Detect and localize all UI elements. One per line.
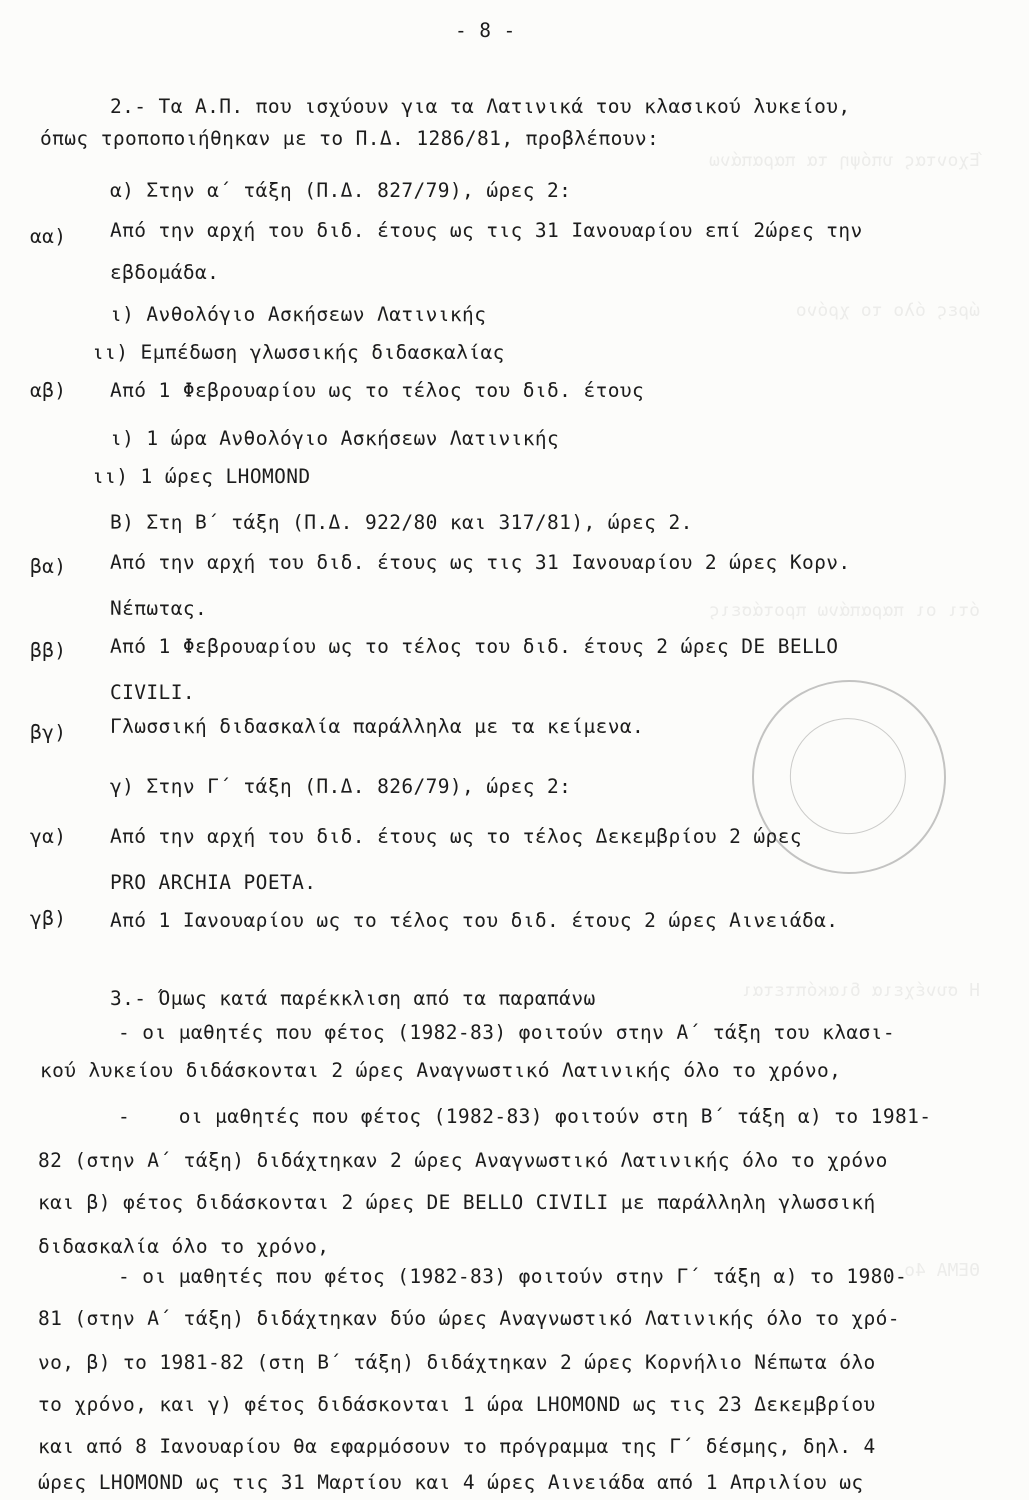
- text-line: και από 8 Ιανουαρίου θα εφαρμόσουν το πρόγραμμα της Γ΄ δέσμης, δηλ. 4: [38, 1435, 876, 1458]
- text-line: ι) 1 ώρα Ανθολόγιο Ασκήσεων Λατινικής: [110, 427, 560, 450]
- text-line: ώρες LHOMOND ως τις 31 Μαρτίου και 4 ώρες Αινειάδα από 1 Απριλίου ως: [38, 1471, 864, 1494]
- text-line: ι) Ανθολόγιο Ασκήσεων Λατινικής: [110, 303, 487, 326]
- text-line: Από την αρχή του διδ. έτους ως τις 31 Ιανουαρίου 2 ώρες Κορν.: [110, 551, 851, 574]
- text-line: διδασκαλία όλο το χρόνο,: [38, 1235, 330, 1258]
- text-line: 3.- Όμως κατά παρέκκλιση από τα παραπάνω: [110, 987, 596, 1010]
- text-line: ββ): [30, 639, 67, 662]
- text-line: εβδομάδα.: [110, 261, 220, 284]
- text-line: - οι μαθητές που φέτος (1982-83) φοιτούν στην Γ΄ τάξη α) το 1980-: [118, 1265, 908, 1288]
- text-line: CIVILI.: [110, 681, 195, 704]
- text-line: Από την αρχή του διδ. έτους ως το τέλος Δεκεμβρίου 2 ώρες: [110, 825, 802, 848]
- official-seal-stamp: [739, 667, 958, 886]
- text-line: νο, β) το 1981-82 (στη Β΄ τάξη) διδάχτηκαν 2 ώρες Κορνήλιο Νέπωτα όλο: [38, 1351, 876, 1374]
- seal-inner-ring: [782, 711, 913, 842]
- text-line: Νέπωτας.: [110, 597, 208, 620]
- text-line: 81 (στην Α΄ τάξη) διδάχτηκαν δύο ώρες Αναγνωστικό Λατινικής όλο το χρό-: [38, 1307, 900, 1330]
- text-line: Από την αρχή του διδ. έτους ως τις 31 Ιανουαρίου επί 2ώρες την: [110, 219, 863, 242]
- text-line: γ) Στην Γ΄ τάξη (Π.Δ. 826/79), ώρες 2:: [110, 775, 572, 798]
- document-page: Έχοντας υπόψη τα παραπάνω ώρες όλο το χρόνο ότι οι παραπάνω προτάσεις Η συνέχεια διακόπτεται ΘΕΜΑ 4ο - 8 - 2.- Τα Α.Π. που ισχύουν για τα Λατινικά του κλασικού λυκείου, όπως τροποποιήθηκαν με το Π.Δ. 1286/81, προβλέπουν: α) Στην α΄ τάξη (Π.Δ. 827/79), ώρες 2: αα) Από την αρχή του διδ. έτους ως τις 31 Ιανουαρίου επί 2ώρες την εβδομάδα. ι) Ανθολόγιο Ασκήσεων Λατινικής ιι) Εμπέδωση γλωσσικής διδασκαλίας αβ) Από 1 Φεβρουαρίου ως το τέλος του διδ. έτους ι) 1 ώρα Ανθολόγιο Ασκήσεων Λατινικής ιι) 1 ώρες LHOMOND Β) Στη Β΄ τάξη (Π.Δ. 922/80 και 317/81), ώρες 2. βα) Από την αρχή του διδ. έτους ως τις 31 Ιανουαρίου 2 ώρες Κορν. Νέπωτας. ββ) Από 1 Φεβρουαρίου ως το τέλος του διδ. έτους 2 ώρες DE BELLO CIVILI. βγ) Γλωσσική διδασκαλία παράλληλα με τα κείμενα. γ) Στην Γ΄ τάξη (Π.Δ. 826/79), ώρες 2: γα) Από την αρχή του διδ. έτους ως το τέλος Δεκεμβρίου 2 ώρες PRO ARCHIA POETA. γβ) Από 1 Ιανουαρίου ως το τέλος του διδ. έτους 2 ώρες Αινειάδα. 3.- Όμως κατά παρέκκλιση από τα παραπάνω - οι μαθητές που φέτος (1982-83) φοιτούν στην Α΄ τάξη του κλασι- κού λυκείου διδάσκονται 2 ώρες Αναγνωστικό Λατινικής όλο το χρόνο, - οι μαθητές που φέτος (1982-83) φοιτούν στη Β΄ τάξη α) το 1981- 82 (στην Α΄ τάξη) διδάχτηκαν 2 ώρες Αναγνωστικό Λατινικής όλο το χρόνο και β) φέτος διδάσκονται 2 ώρες DE BELLO CIVILI με παράλληλη γλωσσική διδασκαλία όλο το χρόνο, - οι μαθητές που φέτος (1982-83) φοιτούν στην Γ΄ τάξη α) το 1980- 81 (στην Α΄ τάξη) διδάχτηκαν δύο ώρες Αναγνωστικό Λατινικής όλο το χρό- νο, β) το 1981-82 (στη Β΄ τάξη) διδάχτηκαν 2 ώρες Κορνήλιο Νέπωτα όλο το χρόνο, και γ) φέτος διδάσκονται 1 ώρα LHOMOND ως τις 23 Δεκεμβρίου και από 8 Ιανουαρίου θα εφαρμόσουν το πρόγραμμα της Γ΄ δέσμης, δηλ. 4 ώρες LHOMOND ως τις 31 Μαρτίου και 4 ώρες Αινειάδα από 1 Απριλίου ως: [30, 19, 980, 1494]
- text-line: βα): [30, 555, 67, 578]
- text-line: 2.- Τα Α.Π. που ισχύουν για τα Λατινικά του κλασικού λυκείου,: [110, 95, 851, 118]
- text-line: το χρόνο, και γ) φέτος διδάσκονται 1 ώρα LHOMOND ως τις 23 Δεκεμβρίου: [38, 1393, 876, 1416]
- text-line: Από 1 Φεβρουαρίου ως το τέλος του διδ. έτους 2 ώρες DE BELLO: [110, 635, 839, 658]
- text-line: αβ): [30, 379, 67, 402]
- text-line: Από 1 Φεβρουαρίου ως το τέλος του διδ. έτους: [110, 379, 645, 402]
- text-line: κού λυκείου διδάσκονται 2 ώρες Αναγνωστικό Λατινικής όλο το χρόνο,: [40, 1059, 842, 1082]
- page-number: - 8 -: [455, 19, 516, 42]
- text-line: αα): [30, 225, 67, 248]
- text-line: - οι μαθητές που φέτος (1982-83) φοιτούν στη Β΄ τάξη α) το 1981-: [118, 1105, 932, 1128]
- text-line: και β) φέτος διδάσκονται 2 ώρες DE BELLO CIVILI με παράλληλη γλωσσική: [38, 1191, 876, 1214]
- text-line: PRO ARCHIA POETA.: [110, 871, 317, 894]
- text-line: ιι) 1 ώρες LHOMOND: [92, 465, 311, 488]
- text-line: γα): [30, 825, 67, 848]
- text-line: βγ): [30, 721, 67, 744]
- text-line: Β) Στη Β΄ τάξη (Π.Δ. 922/80 και 317/81), ώρες 2.: [110, 511, 693, 534]
- text-line: 82 (στην Α΄ τάξη) διδάχτηκαν 2 ώρες Αναγνωστικό Λατινικής όλο το χρόνο: [38, 1149, 888, 1172]
- text-line: γβ): [30, 907, 67, 930]
- text-line: Γλωσσική διδασκαλία παράλληλα με τα κείμενα.: [110, 715, 645, 738]
- text-line: Από 1 Ιανουαρίου ως το τέλος του διδ. έτους 2 ώρες Αινειάδα.: [110, 909, 839, 932]
- text-line: - οι μαθητές που φέτος (1982-83) φοιτούν στην Α΄ τάξη του κλασι-: [118, 1021, 895, 1044]
- text-line: ιι) Εμπέδωση γλωσσικής διδασκαλίας: [92, 341, 505, 364]
- text-line: α) Στην α΄ τάξη (Π.Δ. 827/79), ώρες 2:: [110, 179, 572, 202]
- text-line: όπως τροποποιήθηκαν με το Π.Δ. 1286/81, προβλέπουν:: [40, 127, 660, 150]
